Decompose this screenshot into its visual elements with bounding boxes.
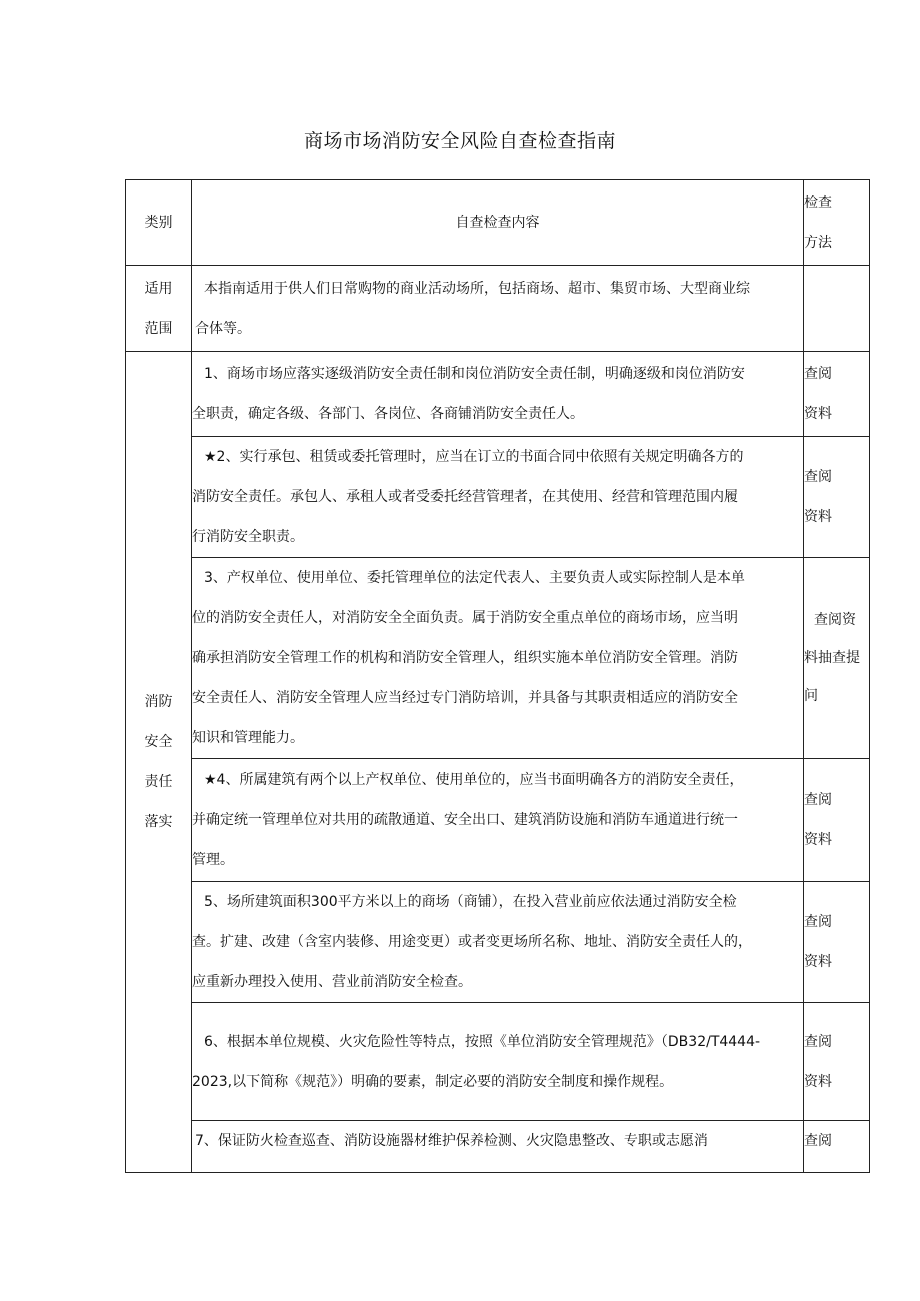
document-title: 商场市场消防安全风险自查检查指南 [303,130,616,152]
item-line: ★2、实行承包、租赁或委托管理时，应当在订立的书面合同中依照有关规定明确各方的 [204,449,744,465]
item-line: 知识和管理能力。 [192,730,304,746]
scope-category-cell [126,266,192,352]
item-line: 管理。 [192,852,234,868]
scope-content-line: 本指南适用于供人们日常购物的商业活动场所，包括商场、超市、集贸市场、大型商业综 [204,280,750,297]
header-method-line: 检查 [804,194,832,211]
header-method-line: 方法 [804,234,832,251]
header-content-cell [192,180,804,266]
item-line: 2023,以下简称《规范》）明确的要素，制定必要的消防安全制度和操作规程。 [192,1073,674,1090]
item-content-cell [192,352,804,437]
item-method-line: 查阅 [804,1033,832,1050]
table-row [126,1121,870,1173]
responsibility-category-cell [126,352,192,1173]
header-category-cell [126,180,192,266]
item-method-cell [804,759,870,882]
item-method-line: 资料 [804,832,832,848]
item-line: 1、商场市场应落实逐级消防安全责任制和岗位消防安全责任制，明确逐级和岗位消防安 [204,366,745,382]
responsibility-category-line: 落实 [144,814,173,830]
header-category: 类别 [144,214,173,231]
table-row [126,1003,870,1121]
item-line: 应重新办理投入使用、营业前消防安全检查。 [192,974,472,990]
item-method-line: 查阅 [804,1133,832,1149]
item-line: 并确定统一管理单位对共用的疏散通道、安全出口、建筑消防设施和消防车通道进行统一 [192,812,738,828]
scope-row [126,266,870,352]
item-content-cell [192,437,804,558]
scope-content-line: 合体等。 [195,320,251,337]
header-method-cell [804,180,870,266]
item-line: 全职责，确定各级、各部门、各岗位、各商铺消防安全责任人。 [192,406,584,422]
item-line: 行消防安全职责。 [192,529,304,545]
item-method-line: 查阅 [804,469,832,485]
scope-method-cell [804,266,870,352]
item-line: ★4、所属建筑有两个以上产权单位、使用单位的，应当书面明确各方的消防安全责任， [204,772,744,788]
item-method-line: 查阅资 [814,612,856,628]
item-line: 消防安全责任。承包人、承租人或者受委托经营管理者，在其使用、经营和管理范围内履 [192,489,738,505]
header-content: 自查检查内容 [455,214,540,231]
item-content-cell [192,759,804,882]
item-method-cell [804,882,870,1003]
item-line: 确承担消防安全管理工作的机构和消防安全管理人，组织实施本单位消防安全管理。消防 [192,650,738,666]
responsibility-category-line: 消防 [144,694,173,710]
item-line: 查。扩建、改建（含室内装修、用途变更）或者变更场所名称、地址、消防安全责任人的， [192,934,752,950]
item-line: 7、保证防火检查巡查、消防设施器材维护保养检测、火灾隐患整改、专职或志愿消 [195,1133,708,1149]
item-method-line: 资料 [804,406,832,422]
table-row [126,759,870,882]
item-method-line: 问 [804,688,818,704]
item-line: 6、根据本单位规模、火灾危险性等特点，按照《单位消防安全管理规范》（DB32/T4444- [204,1033,761,1050]
item-method-line: 查阅 [804,792,832,808]
item-line: 安全责任人、消防安全管理人应当经过专门消防培训，并具备与其职责相适应的消防安全 [192,690,738,706]
item-content-cell [192,882,804,1003]
item-line: 3、产权单位、使用单位、委托管理单位的法定代表人、主要负责人或实际控制人是本单 [204,570,745,586]
table-row [126,558,870,759]
item-method-cell [804,437,870,558]
item-line: 位的消防安全责任人，对消防安全全面负责。属于消防安全重点单位的商场市场，应当明 [192,610,738,626]
table-row [126,437,870,558]
item-method-line: 资料 [804,509,832,525]
item-content-cell [192,558,804,759]
item-method-line: 资料 [804,954,832,970]
scope-category-line: 适用 [144,280,173,297]
item-method-cell [804,1121,870,1173]
inspection-table [125,179,870,1173]
responsibility-category-line: 责任 [144,774,173,790]
responsibility-category-line: 安全 [144,734,173,750]
item-method-cell [804,1003,870,1121]
header-row [126,180,870,266]
table-row [126,352,870,437]
item-content-cell [192,1121,804,1173]
scope-content-cell [192,266,804,352]
scope-category-line: 范围 [144,320,173,337]
item-method-line: 查阅 [804,366,832,382]
item-method-cell [804,352,870,437]
item-content-cell [192,1003,804,1121]
item-method-line: 查阅 [804,914,832,930]
item-method-line: 料抽查提 [804,650,860,666]
item-method-line: 资料 [804,1073,832,1090]
table-row [126,882,870,1003]
item-line: 5、场所建筑面积300平方米以上的商场（商铺），在投入营业前应依法通过消防安全检 [204,894,737,910]
item-method-cell [804,558,870,759]
